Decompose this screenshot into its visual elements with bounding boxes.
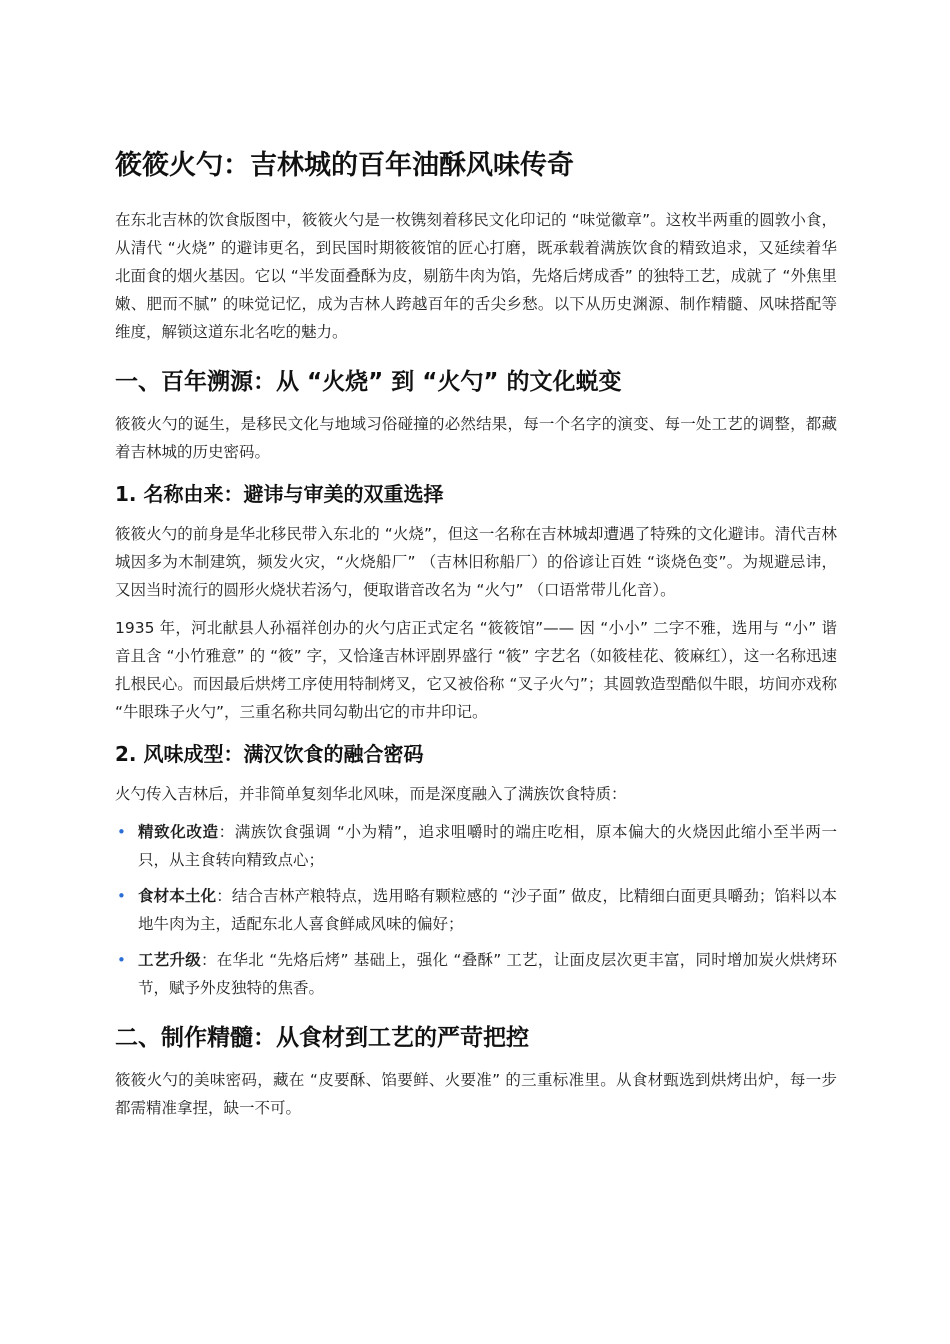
page-title: 筱筱火勺：吉林城的百年油酥风味传奇 (115, 150, 574, 181)
list-item-label: 工艺升级 (138, 951, 202, 969)
list-item (115, 946, 837, 1002)
list-item-label: 食材本土化 (138, 887, 217, 905)
section-1-intro: 筱筱火勺的诞生，是移民文化与地域习俗碰撞的必然结果，每一个名字的演变、每一处工艺的调整，都藏着吉林城的历史密码。 (115, 415, 837, 461)
bullet-icon: • (117, 951, 126, 969)
section-2-intro: 筱筱火勺的美味密码，藏在 “皮要酥、馅要鲜、火要准” 的三重标准里。从食材甄选到烘烤出炉，每一步都需精准拿捏，缺一不可。 (115, 1071, 837, 1117)
subsection-1-2-intro: 火勺传入吉林后，并非简单复刻华北风味，而是深度融入了满族饮食特质： (115, 785, 627, 803)
bullet-icon: • (117, 887, 126, 905)
section-2-heading: 二、制作精髓：从食材到工艺的严苛把控 (115, 1025, 529, 1051)
feature-list (115, 818, 837, 1002)
subsection-1-1-paragraph-2: 1935 年，河北献县人孙福祥创办的火勺店正式定名 “筱筱馆”—— 因 “小小” 二字不雅，选用与 “小” 谐音且含 “小竹雅意” 的 “筱” 字，又恰逢吉林评剧界盛行 “筱” 字艺名（如筱桂花、筱麻红），这一名称迅速扎根民心。而因最后烘烤工序使用特制烤叉，它又被俗称 “叉子火勺”；其圆敦造型酷似牛眼，坊间亦戏称 “牛眼珠子火勺”，三重名称共同勾勒出它的市井印记。 (115, 619, 837, 721)
list-item (115, 882, 837, 938)
list-item-text: ：在华北 “先烙后烤” 基础上，强化 “叠酥” 工艺，让面皮层次更丰富，同时增加炭火烘烤环节，赋予外皮独特的焦香。 (138, 951, 837, 997)
section-1-heading: 一、百年溯源：从 “火烧” 到 “火勺” 的文化蜕变 (115, 369, 622, 395)
list-item-text: ：满族饮食强调 “小为精”，追求咀嚼时的端庄吃相，原本偏大的火烧因此缩小至半两一只，从主食转向精致点心； (138, 823, 837, 869)
subsection-1-2-heading: 2. 风味成型：满汉饮食的融合密码 (115, 742, 424, 766)
list-item-text: ：结合吉林产粮特点，选用略有颗粒感的 “沙子面” 做皮，比精细白面更具嚼劲；馅料以本地牛肉为主，适配东北人喜食鲜咸风味的偏好； (138, 887, 837, 933)
intro-paragraph: 在东北吉林的饮食版图中，筱筱火勺是一枚镌刻着移民文化印记的 “味觉徽章”。这枚半两重的圆敦小食，从清代 “火烧” 的避讳更名，到民国时期筱筱馆的匠心打磨，既承载着满族饮食的精致追求，又延续着华北面食的烟火基因。它以 “半发面叠酥为皮，剔筋牛肉为馅，先烙后烤成香” 的独特工艺，成就了 “外焦里嫩、肥而不腻” 的味觉记忆，成为吉林人跨越百年的舌尖乡愁。以下从历史渊源、制作精髓、风味搭配等维度，解锁这道东北名吃的魅力。 (115, 211, 837, 341)
bullet-icon: • (117, 823, 126, 841)
list-item-label: 精致化改造 (138, 823, 219, 841)
subsection-1-1-heading: 1. 名称由来：避讳与审美的双重选择 (115, 482, 444, 506)
document-page (115, 148, 837, 1132)
subsection-1-1-paragraph-1: 筱筱火勺的前身是华北移民带入东北的 “火烧”，但这一名称在吉林城却遭遇了特殊的文化避讳。清代吉林城因多为木制建筑，频发火灾，“火烧船厂” （吉林旧称船厂）的俗谚让百姓 “谈烧色变”。为规避忌讳，又因当时流行的圆形火烧状若汤勺，便取谐音改名为 “火勺” （口语常带儿化音）。 (115, 525, 837, 599)
list-item (115, 818, 837, 874)
